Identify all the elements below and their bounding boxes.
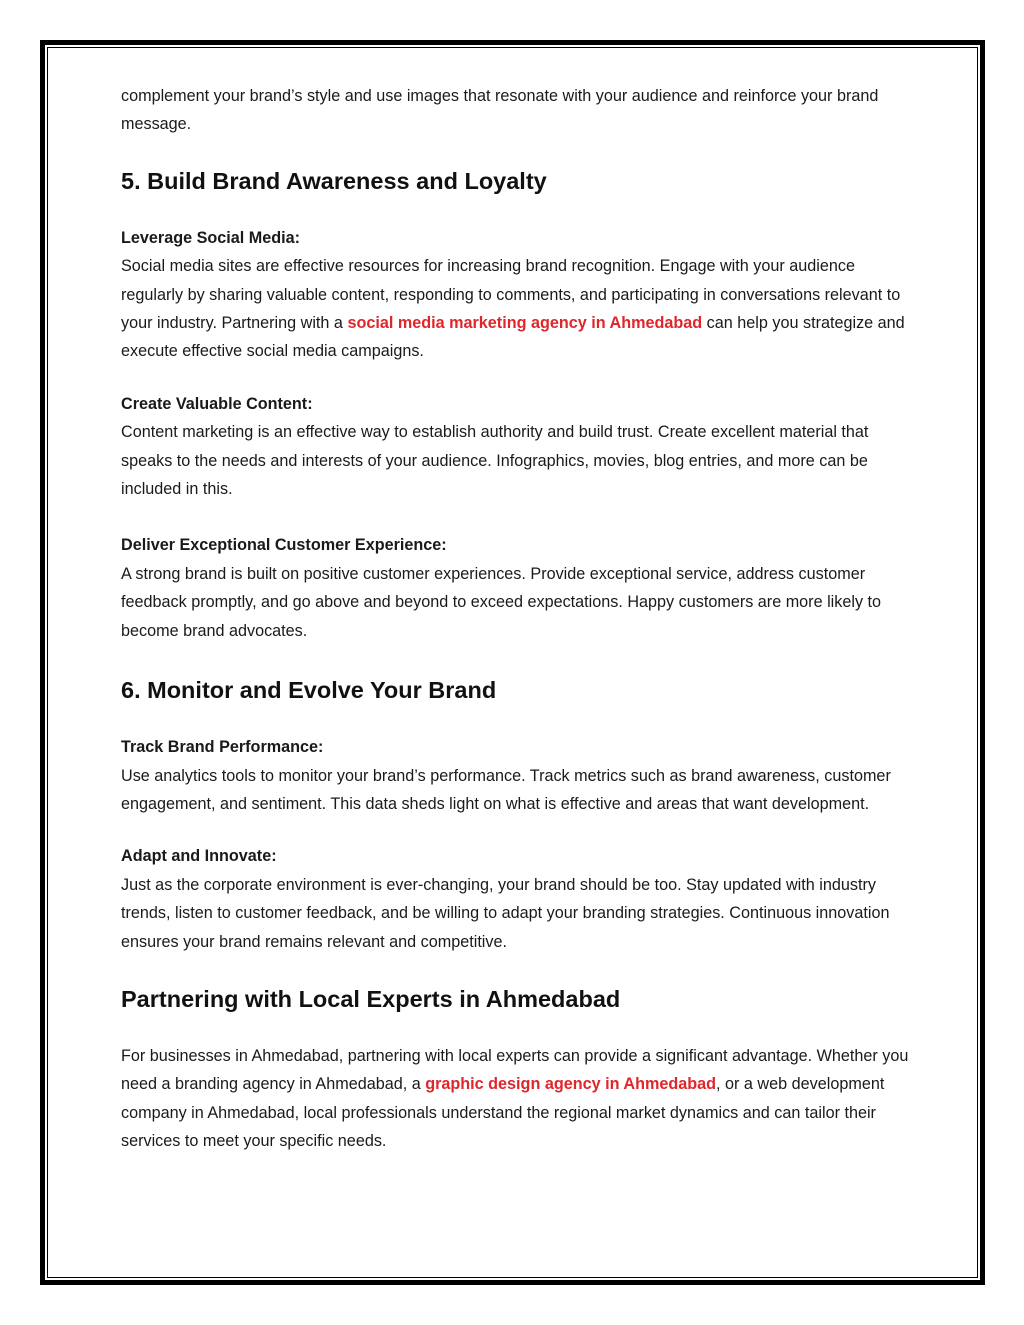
adapt-innovate-block	[121, 842, 911, 956]
intro-paragraph: complement your brand’s style and use images that resonate with your audience and reinforce your brand message.	[121, 87, 879, 134]
track-brand-performance-block	[121, 733, 911, 818]
leverage-social-media-title: Leverage Social Media:	[121, 228, 301, 247]
social-media-agency-link[interactable]: social media marketing agency in Ahmedabad	[347, 314, 703, 333]
local-experts-text	[121, 1042, 911, 1156]
create-valuable-content-title: Create Valuable Content:	[121, 394, 313, 413]
track-brand-performance-title: Track Brand Performance:	[121, 738, 324, 757]
section-5-heading: 5. Build Brand Awareness and Loyalty	[121, 167, 547, 194]
customer-experience-text: A strong brand is built on positive customer experiences. Provide exceptional service, address customer feedback promptly, and go above and beyond to exceed expectations. Happy customers are more likely to become brand advocates.	[121, 564, 882, 640]
document-body	[121, 82, 911, 1156]
create-valuable-content-text: Content marketing is an effective way to establish authority and build trust. Create excellent material that speaks to the needs and interests of your audience. Infographics, movies, blog entries, and more can be included in this.	[121, 423, 869, 499]
leverage-social-media-block	[121, 224, 911, 366]
leverage-social-media-text	[121, 252, 911, 366]
customer-experience-block	[121, 531, 911, 645]
section-6-heading: 6. Monitor and Evolve Your Brand	[121, 677, 497, 704]
adapt-innovate-text: Just as the corporate environment is ever-changing, your brand should be too. Stay updated with industry trends, listen to customer feedback, and be willing to adapt your branding strategies. Continuous innovation ensures your brand remains relevant and competitive.	[121, 875, 890, 951]
track-brand-performance-text: Use analytics tools to monitor your brand’s performance. Track metrics such as brand awareness, customer engagement, and sentiment. This data sheds light on what is effective and areas that want development.	[121, 766, 891, 813]
create-valuable-content-block	[121, 390, 911, 504]
graphic-design-agency-link[interactable]: graphic design agency in Ahmedabad	[425, 1075, 717, 1094]
social-text-after: can help you strategize and execute effective social media campaigns.	[121, 314, 905, 361]
customer-experience-title: Deliver Exceptional Customer Experience:	[121, 536, 447, 555]
local-text-after: , or a web development company in Ahmedabad, local professionals understand the regional market dynamics and can tailor their services to meet your specific needs.	[121, 1075, 885, 1151]
social-text-before: Social media sites are effective resources for increasing brand recognition. Engage with your audience regularly by sharing valuable content, responding to comments, and participating in conversations relevant to your industry. Partnering with a	[121, 257, 901, 333]
local-experts-heading: Partnering with Local Experts in Ahmedabad	[121, 985, 621, 1012]
adapt-innovate-title: Adapt and Innovate:	[121, 847, 277, 866]
local-text-before: For businesses in Ahmedabad, partnering with local experts can provide a significant advantage. Whether you need a branding agency in Ahmedabad, a	[121, 1046, 909, 1094]
